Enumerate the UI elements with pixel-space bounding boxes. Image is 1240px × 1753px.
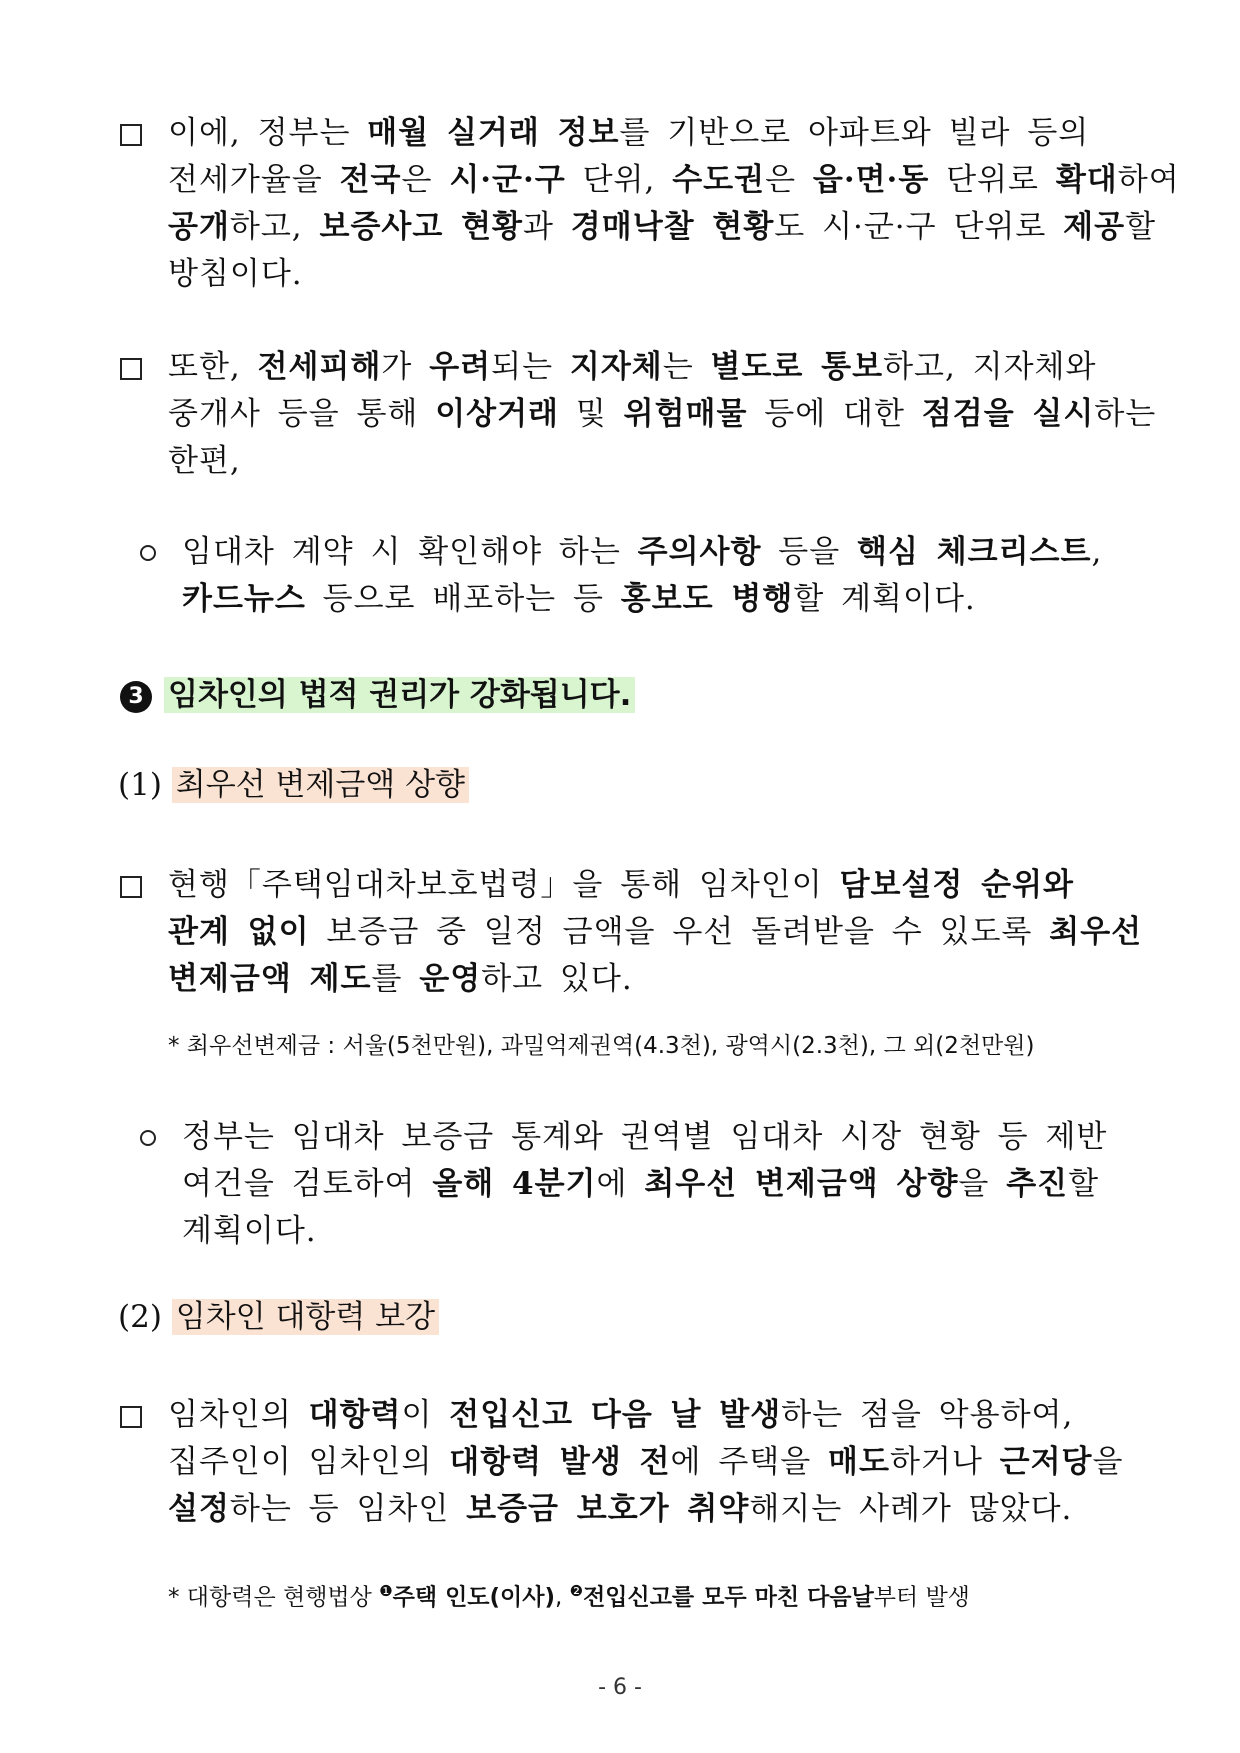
bold-text: 전입신고를 모두 마친 다음날 <box>583 1584 874 1611</box>
p5-line3: 계획이다. <box>182 1213 317 1249</box>
p4-line2 <box>168 912 1142 952</box>
p1-line2 <box>168 160 1180 200</box>
text: 이 <box>401 1397 450 1433</box>
text: 등을 <box>761 534 858 570</box>
p3-line2 <box>182 579 976 619</box>
text: * 대항력은 현행법상 <box>168 1584 380 1611</box>
checkbox-bullet-icon <box>120 124 142 146</box>
bold-text: 최우선 변제금액 상향 <box>644 1166 959 1202</box>
circled-number-1-icon: ❶ <box>379 1582 393 1600</box>
bold-text: 수도권 <box>672 162 766 198</box>
footnote-2 <box>168 1576 970 1613</box>
text: 여건을 검토하여 <box>182 1166 433 1202</box>
subheading-text: 임차인 대항력 보강 <box>172 1299 439 1335</box>
text: 등으로 배포하는 등 <box>305 581 621 617</box>
p4-line3 <box>168 959 633 999</box>
text: , <box>1091 534 1103 570</box>
text: 을 <box>1092 1444 1124 1480</box>
section-heading-text: 임차인의 법적 권리가 강화됩니다. <box>164 677 635 713</box>
bold-text: 읍·면·동 <box>812 162 930 198</box>
bold-text: 카드뉴스 <box>182 581 306 617</box>
page-number: - 6 - <box>598 1675 642 1700</box>
text: 에 <box>596 1166 645 1202</box>
section-heading <box>120 675 635 715</box>
p2-line2 <box>168 394 1156 434</box>
text: , <box>554 1584 570 1611</box>
bold-text: 근저당 <box>999 1444 1093 1480</box>
bold-text: 운영 <box>419 961 482 997</box>
text: 할 <box>1125 209 1157 245</box>
text: 임차인의 <box>168 1397 309 1433</box>
text: 를 기반으로 아파트와 빌라 등의 <box>619 115 1090 151</box>
checkbox-bullet-icon <box>120 1406 142 1428</box>
circled-number-2-icon: ❷ <box>569 1582 584 1600</box>
bold-text: 보증금 보호가 취약 <box>466 1491 750 1527</box>
text: 단위, <box>565 162 673 198</box>
bold-text: 위험매물 <box>623 396 748 432</box>
text: 이에, 정부는 <box>168 115 368 151</box>
text: 과 <box>522 209 571 245</box>
p1-line3 <box>168 207 1156 247</box>
checkbox-bullet-icon <box>120 876 142 898</box>
bold-text: 경매낙찰 현황 <box>570 209 775 245</box>
text: 할 <box>1068 1166 1100 1202</box>
text: 하고, <box>229 209 320 245</box>
bold-text: 대항력 발생 전 <box>449 1444 671 1480</box>
subheading-number: (2) <box>118 1299 162 1335</box>
bold-text: 이상거래 <box>435 396 559 432</box>
bold-text: 확대 <box>1055 162 1118 198</box>
p6-line1 <box>168 1395 1073 1435</box>
bold-text: 별도로 통보 <box>710 349 884 385</box>
bold-text: 보증사고 현황 <box>319 209 523 245</box>
bold-text: 홍보도 병행 <box>620 581 794 617</box>
p6-line3 <box>168 1489 1072 1529</box>
text: 부터 발생 <box>873 1584 970 1611</box>
text: 는 <box>662 349 711 385</box>
text: 하거나 <box>889 1444 1000 1480</box>
text: 하는 <box>1094 396 1157 432</box>
bold-text: 추진 <box>1006 1166 1069 1202</box>
text: 도 시·군·구 단위로 <box>774 209 1064 245</box>
text: 은 <box>765 162 813 198</box>
p1-line4: 방침이다. <box>168 256 303 292</box>
p2-line3: 한편, <box>168 443 241 479</box>
text: 가 <box>381 349 430 385</box>
bold-text: 우려 <box>429 349 492 385</box>
p6-line2 <box>168 1442 1123 1482</box>
subheading-text: 최우선 변제금액 상향 <box>172 767 469 803</box>
text: 해지는 사례가 많았다. <box>749 1491 1073 1527</box>
number-3-icon: 3 <box>120 681 152 713</box>
bold-text: 매도 <box>828 1444 890 1480</box>
subheading-number: (1) <box>118 767 162 803</box>
bold-text: 전세피해 <box>257 349 382 385</box>
p3-line1 <box>182 532 1102 572</box>
bold-text: 올해 4분기 <box>432 1166 597 1202</box>
bold-text: 점검을 실시 <box>921 396 1095 432</box>
bold-text: 매월 실거래 정보 <box>367 115 620 151</box>
text: 은 <box>401 162 450 198</box>
text: 하고, 지자체와 <box>883 349 1097 385</box>
bold-text: 담보설정 순위와 <box>839 867 1075 903</box>
bold-text: 시·군·구 <box>449 162 566 198</box>
text: 하여 <box>1117 162 1180 198</box>
p5-line1: 정부는 임대차 보증금 통계와 권역별 임대차 시장 현황 등 제반 <box>182 1119 1108 1155</box>
text: 현행「주택임대차보호법령」을 통해 임차인이 <box>168 867 840 903</box>
bold-text: 설정 <box>168 1491 230 1527</box>
bold-text: 제공 <box>1063 209 1126 245</box>
text: 전세가율을 <box>168 162 340 198</box>
p5-line2 <box>182 1164 1099 1204</box>
text: 하고 있다. <box>481 961 633 997</box>
footnote-1: * 최우선변제금 : 서울(5천만원), 과밀억제권역(4.3천), 광역시(2.3천), 그 외(2천만원) <box>168 1033 1035 1059</box>
bold-text: 변제금액 제도 <box>168 961 372 997</box>
text: 할 계획이다. <box>793 581 976 617</box>
text: 및 <box>558 396 624 432</box>
circle-bullet-icon <box>140 1130 156 1146</box>
text: 에 주택을 <box>670 1444 829 1480</box>
p2-line1 <box>168 347 1096 387</box>
text: 또한, <box>168 349 258 385</box>
bold-text: 공개 <box>168 209 230 245</box>
checkbox-bullet-icon <box>120 358 142 380</box>
text: 하는 등 임차인 <box>229 1491 467 1527</box>
text: 하는 점을 악용하여, <box>781 1397 1074 1433</box>
text: 을 <box>958 1166 1007 1202</box>
p1-line1 <box>168 113 1089 153</box>
subheading-1 <box>118 765 469 805</box>
bold-text: 관계 없이 <box>168 914 310 950</box>
bold-text: 대항력 <box>308 1397 402 1433</box>
text: 되는 <box>491 349 570 385</box>
p4-line1 <box>168 865 1074 905</box>
text: 를 <box>371 961 420 997</box>
text: 중개사 등을 통해 <box>168 396 436 432</box>
bold-text: 전국 <box>339 162 402 198</box>
bold-text: 주의사항 <box>637 534 762 570</box>
text: 보증금 중 일정 금액을 우선 돌려받을 수 있도록 <box>309 914 1050 950</box>
bold-text: 주택 인도(이사) <box>392 1584 555 1611</box>
bold-text: 최우선 <box>1049 914 1143 950</box>
bold-text: 전입신고 다음 날 발생 <box>449 1397 782 1433</box>
text: 단위로 <box>929 162 1056 198</box>
text: 등에 대한 <box>747 396 922 432</box>
bold-text: 지자체 <box>569 349 663 385</box>
text: 임대차 계약 시 확인해야 하는 <box>182 534 638 570</box>
subheading-2 <box>118 1297 439 1337</box>
text: 집주인이 임차인의 <box>168 1444 450 1480</box>
circle-bullet-icon <box>140 545 156 561</box>
bold-text: 핵심 체크리스트 <box>857 534 1092 570</box>
